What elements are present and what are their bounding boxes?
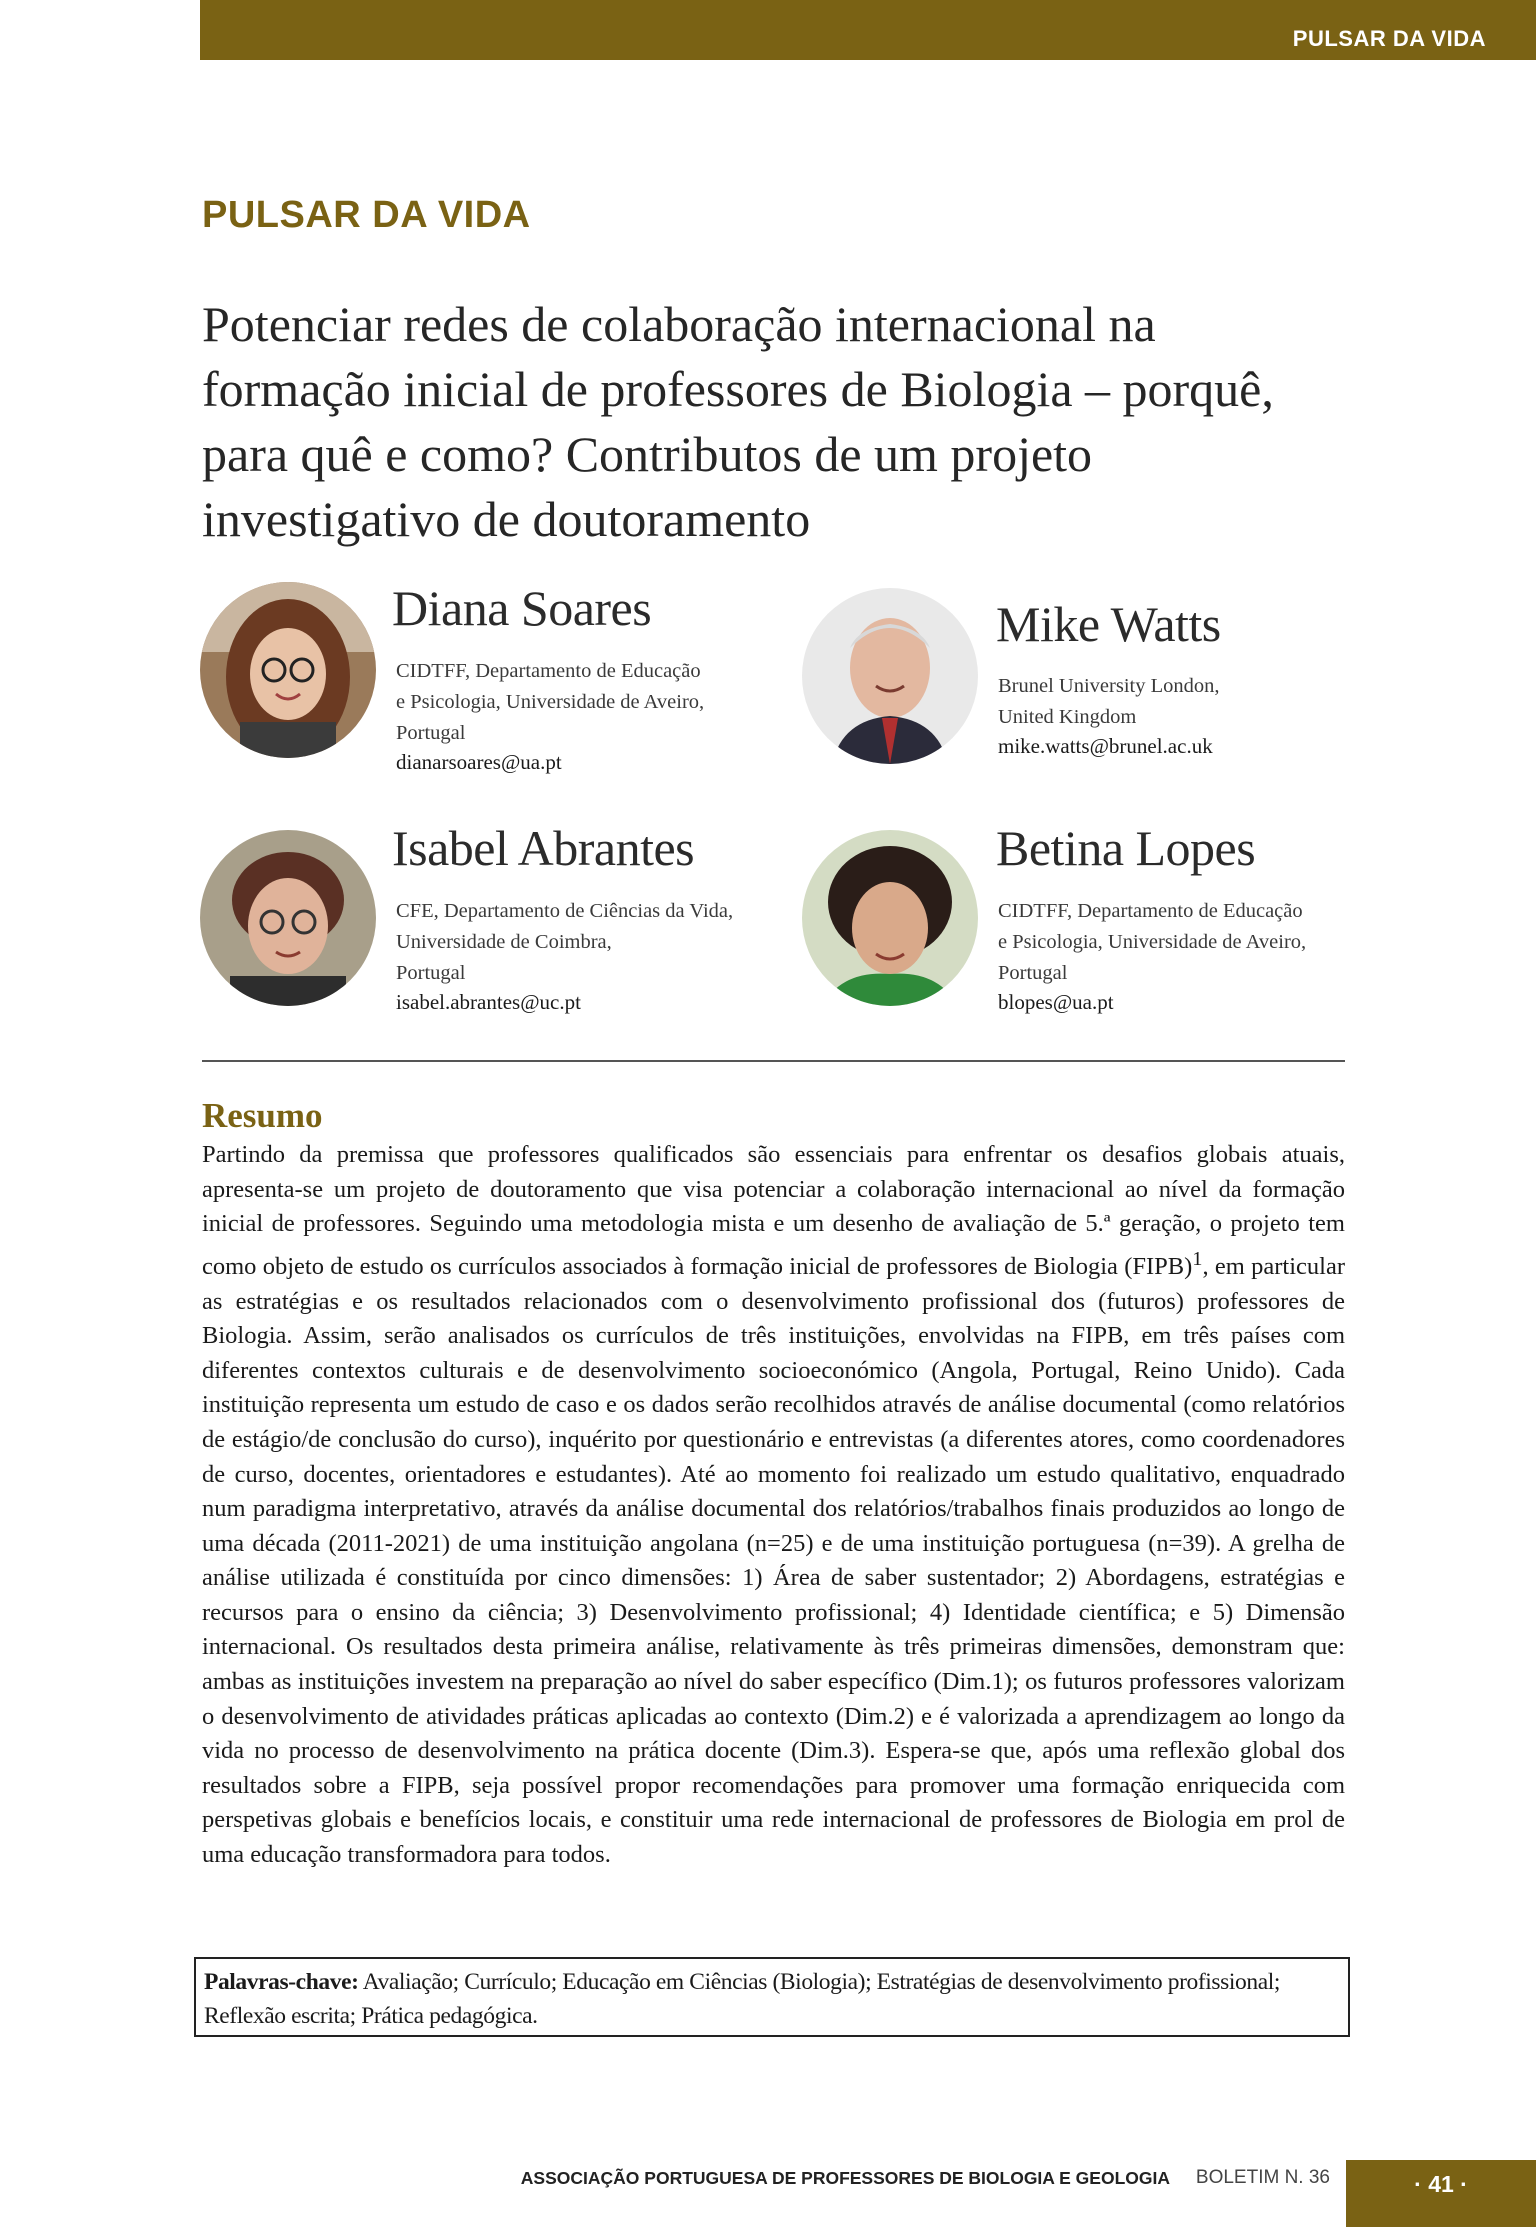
author-photo-isabel-abrantes <box>200 830 376 1006</box>
author-email[interactable]: blopes@ua.pt <box>998 990 1114 1014</box>
portrait-photo-icon <box>802 830 978 1006</box>
author-name: Betina Lopes <box>996 820 1256 876</box>
author-name: Diana Soares <box>392 580 652 636</box>
author-affiliation: Brunel University London, United Kingdom <box>998 675 1220 728</box>
author-photo-betina-lopes <box>802 830 978 1006</box>
author-email[interactable]: dianarsoares@ua.pt <box>396 750 562 774</box>
keywords-label: Palavras-chave: <box>204 1969 359 1995</box>
author-email[interactable]: mike.watts@brunel.ac.uk <box>998 734 1213 758</box>
footer-issue: BOLETIM N. 36 <box>1195 2167 1330 2188</box>
author-photo-diana-soares <box>200 582 376 758</box>
keywords-box <box>194 1957 1350 2037</box>
page-number: · 41 · <box>1346 2160 1536 2227</box>
author-photo-mike-watts <box>802 588 978 764</box>
article-title: Potenciar redes de colaboração internacional na formação inicial de professores de Biologia – porquê, para quê e como? Contributos de um projeto investigativo de doutoramento <box>202 296 1274 547</box>
footnote-ref: 1 <box>1192 1247 1203 1270</box>
author-affiliation: CIDTFF, Departamento de Educação e Psicologia, Universidade de Aveiro, Portugal <box>998 900 1307 984</box>
portrait-photo-icon <box>802 588 978 764</box>
author-affiliation: CFE, Departamento de Ciências da Vida, Universidade de Coimbra, Portugal <box>396 900 734 984</box>
footer-association: ASSOCIAÇÃO PORTUGUESA DE PROFESSORES DE BIOLOGIA E GEOLOGIA <box>520 2168 1170 2188</box>
keywords-text: Avaliação; Currículo; Educação em Ciências (Biologia); Estratégias de desenvolvimento profissional; Reflexão escrita; Prática pedagógica. <box>204 1969 1281 2029</box>
portrait-photo-icon <box>200 582 376 758</box>
author-name: Mike Watts <box>996 596 1221 652</box>
abstract-heading: Resumo <box>202 1096 323 1135</box>
section-title: PULSAR DA VIDA <box>202 194 531 236</box>
abstract-body: Partindo da premissa que professores qualificados são essenciais para enfrentar os desafios globais atuais, apresenta-se um projeto de doutoramento que visa potenciar a colaboração internacional ao nível da formação inicial de professores. Seguindo uma metodologia mista e um desenho de avaliação de 5.ª geração, o projeto tem como objeto de estudo os currículos associados à formação inicial de professores de Biologia (FIPB)$^1$, em particular as estratégias e os resultados relacionados com o desenvolvimento profissional dos (futuros) professores de Biologia. Assim, serão analisados os currículos de três instituições, envolvidas na FIPB, em três países com diferentes contextos culturais e de desenvolvimento socioeconómico (Angola, Portugal, Reino Unido). Cada instituição representa um estudo de caso e os dados serão recolhidos através de análise documental (como relatórios de estágio/de conclusão do curso), inquérito por questionário e entrevistas (a diferentes atores, como coordenadores de curso, docentes, orientadores e estudantes). Até ao momento foi realizado um estudo qualitativo, enquadrado num paradigma interpretativo, através da análise documental dos relatórios/trabalhos finais produzidos ao longo de uma década (2011-2021) de uma instituição angolana (n=25) e de uma instituição portuguesa (n=39). A grelha de análise utilizada é constituída por cinco dimensões: 1) Área de saber sustentador; 2) Abordagens, estratégias e recursos para o ensino da ciência; 3) Desenvolvimento profissional; 4) Identidade científica; e 5) Dimensão internacional. Os resultados desta primeira análise, relativamente às três primeiras dimensões, demonstram que: ambas as instituições investem na preparação ao nível do saber específico (Dim.1); os futuros professores valorizam o desenvolvimento de atividades práticas aplicadas ao contexto (Dim.2) e é valorizada a aprendizagem ao longo da vida no processo de desenvolvimento na prática docente (Dim.3). Espera-se que, após uma reflexão global dos resultados sobre a FIPB, seja possível propor recomendações para promover uma formação enriquecida com perspetivas globais e benefícios locais, e constituir uma rede internacional de professores de Biologia em prol de uma educação transformadora para todos. <box>202 1141 1346 1869</box>
portrait-photo-icon <box>200 830 376 1006</box>
header-label: PULSAR DA VIDA <box>1292 26 1486 51</box>
author-email[interactable]: isabel.abrantes@uc.pt <box>396 990 581 1014</box>
author-affiliation: CIDTFF, Departamento de Educação e Psicologia, Universidade de Aveiro, Portugal <box>396 660 705 744</box>
header-bar <box>200 0 1536 60</box>
author-name: Isabel Abrantes <box>392 820 695 876</box>
divider <box>202 1060 1345 1062</box>
